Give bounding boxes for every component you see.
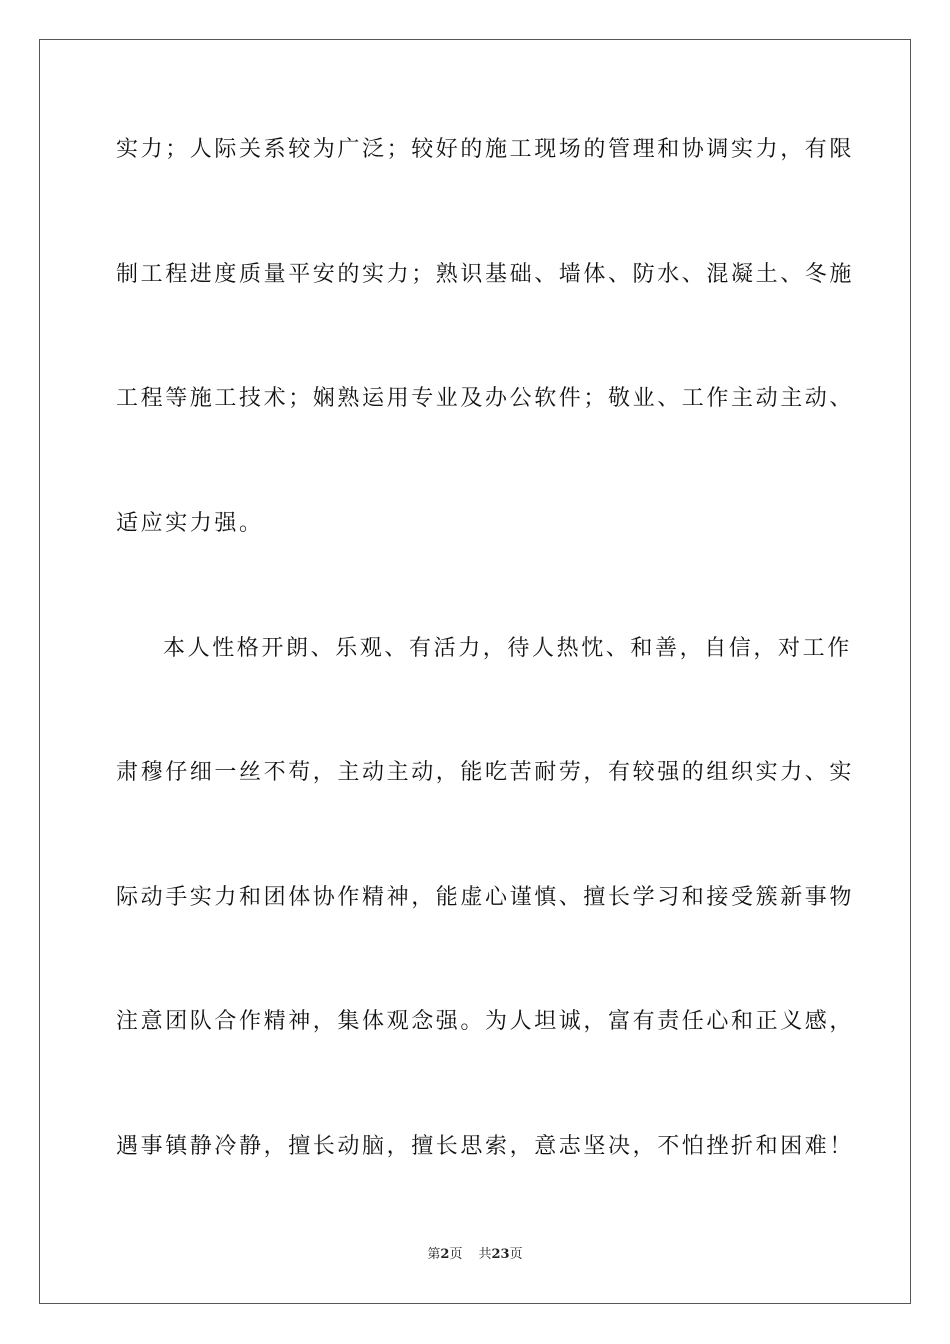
text-line-8: 注意团队合作精神，集体观念强。为人坦诚，富有责任心和正义感， <box>116 1009 855 1034</box>
text-line-4: 适应实力强。 <box>116 511 264 536</box>
page-border <box>39 39 911 1304</box>
total-prefix: 共 <box>478 1247 492 1262</box>
text-line-3: 工程等施工技术；娴熟运用专业及办公软件；敬业、工作主动主动、 <box>116 386 855 411</box>
page-suffix: 页 <box>449 1247 463 1262</box>
text-line-2: 制工程进度质量平安的实力；熟识基础、墙体、防水、混凝土、冬施 <box>116 262 855 287</box>
text-line-5: 本人性格开朗、乐观、有活力，待人热忱、和善，自信，对工作 <box>163 636 852 661</box>
total-suffix: 页 <box>509 1247 523 1262</box>
total-pages: 23 <box>491 1247 510 1262</box>
page-prefix: 第 <box>427 1247 441 1262</box>
page-footer <box>0 1246 950 1264</box>
page-number: 2 <box>440 1247 450 1262</box>
text-line-6: 肃穆仔细一丝不苟，主动主动，能吃苦耐劳，有较强的组织实力、实 <box>116 760 855 785</box>
text-line-9: 遇事镇静冷静，擅长动脑，擅长思索，意志坚决，不怕挫折和困难！ <box>116 1134 855 1159</box>
text-line-7: 际动手实力和团体协作精神，能虚心谨慎、擅长学习和接受簇新事物 <box>116 885 855 910</box>
text-line-1: 实力；人际关系较为广泛；较好的施工现场的管理和协调实力，有限 <box>116 137 855 162</box>
